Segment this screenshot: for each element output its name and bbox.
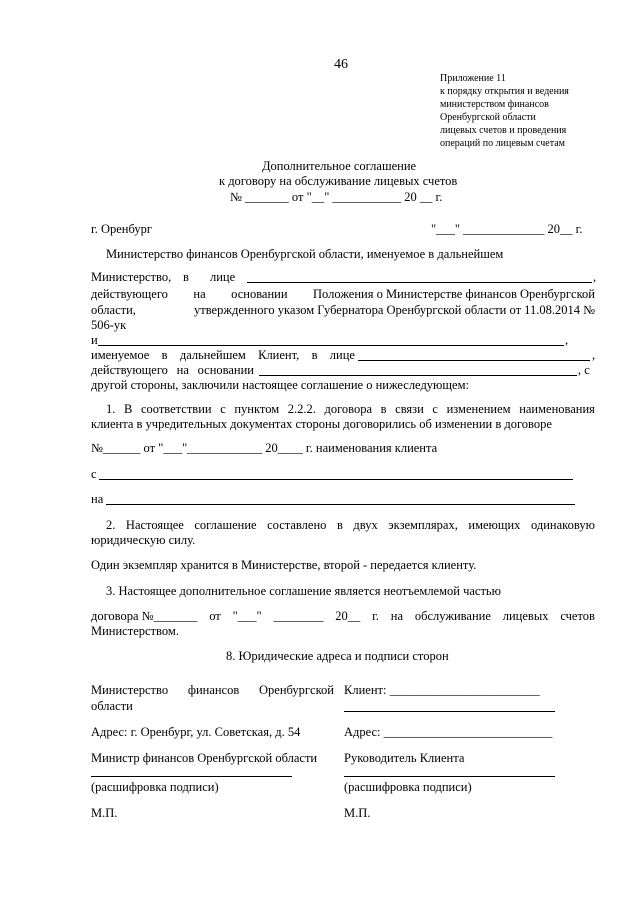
appendix-line: операций по лицевым счетам	[440, 138, 565, 149]
appendix-line: Приложение 11	[440, 73, 506, 84]
word: в	[380, 402, 387, 416]
preamble-word: лице	[210, 270, 236, 284]
word: именуемое	[91, 348, 150, 362]
word: на	[390, 609, 404, 623]
preamble-word: Министерство,	[91, 270, 172, 284]
clause-3-line	[91, 609, 595, 623]
word: соглашение	[194, 518, 257, 532]
fill-line	[98, 345, 564, 346]
clause-1-line: №______ от "___"____________ 20____ г. наименования клиента	[91, 441, 438, 455]
client-signature-decode: (расшифровка подписи)	[344, 780, 472, 794]
word: лице	[329, 348, 355, 362]
preamble-punct: , с	[578, 363, 590, 377]
word: обслуживание	[414, 609, 491, 623]
appendix-line: министерством финансов	[440, 99, 549, 110]
word: имеющих	[468, 518, 521, 532]
word: основании	[231, 287, 288, 301]
word: Клиент,	[258, 348, 300, 362]
word: дальнейшем	[179, 348, 246, 362]
word: Положения о Министерстве финансов Оренбургской	[313, 287, 595, 301]
title-line-2: к договору на обслуживание лицевых счетов	[219, 174, 458, 188]
clause-2-line: Один экземпляр хранится в Министерстве, второй - передается клиенту.	[91, 558, 477, 572]
word: В	[123, 402, 133, 416]
word: Министерство	[91, 683, 169, 697]
word: с	[220, 402, 226, 416]
ministry-name	[91, 683, 334, 697]
word: основании	[197, 363, 254, 377]
preamble-line: Министерство финансов Оренбургской области, именуемое в дальнейшем	[106, 247, 504, 261]
word: составлено	[267, 518, 327, 532]
page-number: 46	[334, 57, 348, 72]
word: г.	[372, 609, 379, 623]
word: пунктом	[234, 402, 280, 416]
word: действующего	[91, 287, 168, 301]
word: с	[432, 402, 438, 416]
word: изменением	[446, 402, 511, 416]
fill-line	[106, 504, 575, 505]
clause-2-line: юридическую силу.	[91, 533, 196, 547]
client-name: Клиент: ________________________	[344, 683, 540, 697]
clause-2-line	[106, 518, 595, 532]
word: области,	[91, 303, 136, 317]
word: договора	[324, 402, 373, 416]
preamble-word: и	[91, 333, 98, 347]
word: Оренбургской	[259, 683, 334, 697]
word: договора №_______	[91, 609, 198, 623]
client-stamp-mark: М.П.	[344, 806, 371, 820]
title-line-1: Дополнительное соглашение	[262, 159, 417, 173]
word: счетов	[560, 609, 595, 623]
contract-date: "___" _____________ 20__ г.	[431, 222, 583, 236]
ministry-signature-decode: (расшифровка подписи)	[91, 780, 219, 794]
ministry-signer: Министр финансов Оренбургской области	[91, 751, 318, 765]
appendix-line: лицевых счетов и проведения	[440, 125, 567, 136]
word: ________	[273, 609, 324, 623]
title-line-3: № _______ от "__" ___________ 20 __ г.	[230, 190, 443, 204]
preamble-punct: ,	[565, 333, 569, 347]
fill-line	[99, 479, 573, 480]
preamble-punct: ,	[592, 348, 596, 362]
clause-1-line: клиента в учредительных документах стороны договорились об изменении в договоре	[91, 417, 552, 431]
word: связи	[395, 402, 424, 416]
preamble-punct: ,	[593, 270, 597, 284]
preamble-line: 506-ук	[91, 318, 127, 332]
clause-1-from-label: с	[91, 467, 97, 481]
clause-3-line: Министерством.	[91, 624, 179, 638]
word: в	[311, 348, 318, 362]
client-signer: Руководитель Клиента	[344, 751, 465, 765]
clause-3-line: 3. Настоящее дополнительное соглашение является неотъемлемой частью	[106, 584, 501, 598]
word: действующего	[91, 363, 168, 377]
fill-line	[247, 282, 592, 283]
word: на	[176, 363, 189, 377]
appendix-line: к порядку открытия и ведения	[440, 86, 569, 97]
word: финансов	[187, 683, 240, 697]
ministry-address: Адрес: г. Оренбург, ул. Советская, д. 54	[91, 725, 301, 739]
ministry-signature-line	[91, 776, 292, 777]
client-address: Адрес: ___________________________	[344, 725, 553, 739]
section-8-heading: 8. Юридические адреса и подписи сторон	[226, 649, 449, 663]
word: соответствии	[140, 402, 212, 416]
word: одинаковую	[530, 518, 595, 532]
preamble-line	[91, 363, 254, 377]
preamble-line	[91, 303, 595, 317]
word: 1.	[106, 402, 116, 416]
client-signature-line	[344, 776, 555, 777]
word: Настоящее	[125, 518, 184, 532]
word: утвержденного указом Губернатора Оренбургской области от 11.08.2014 №	[193, 303, 595, 317]
fill-line	[259, 375, 577, 376]
preamble-line	[91, 287, 595, 301]
ministry-name-2: области	[91, 699, 133, 713]
word: от	[209, 609, 221, 623]
word: 2.	[106, 518, 116, 532]
word: лицевых	[502, 609, 549, 623]
word: 20__	[335, 609, 361, 623]
preamble-word: в	[183, 270, 189, 284]
clause-1-line	[106, 402, 595, 416]
word: в	[161, 348, 168, 362]
word: двух	[353, 518, 378, 532]
word: наименования	[519, 402, 595, 416]
client-name-line	[344, 711, 555, 712]
city: г. Оренбург	[91, 222, 152, 236]
ministry-stamp-mark: М.П.	[91, 806, 118, 820]
preamble-line	[91, 348, 355, 362]
word: на	[193, 287, 206, 301]
word: в	[336, 518, 343, 532]
word: "___"	[232, 609, 262, 623]
word: экземплярах,	[388, 518, 458, 532]
preamble-line: другой стороны, заключили настоящее соглашение о нижеследующем:	[91, 378, 469, 392]
appendix-line: Оренбургской области	[440, 112, 536, 123]
word: 2.2.2.	[287, 402, 316, 416]
fill-line	[358, 360, 590, 361]
clause-1-to-label: на	[91, 492, 104, 506]
